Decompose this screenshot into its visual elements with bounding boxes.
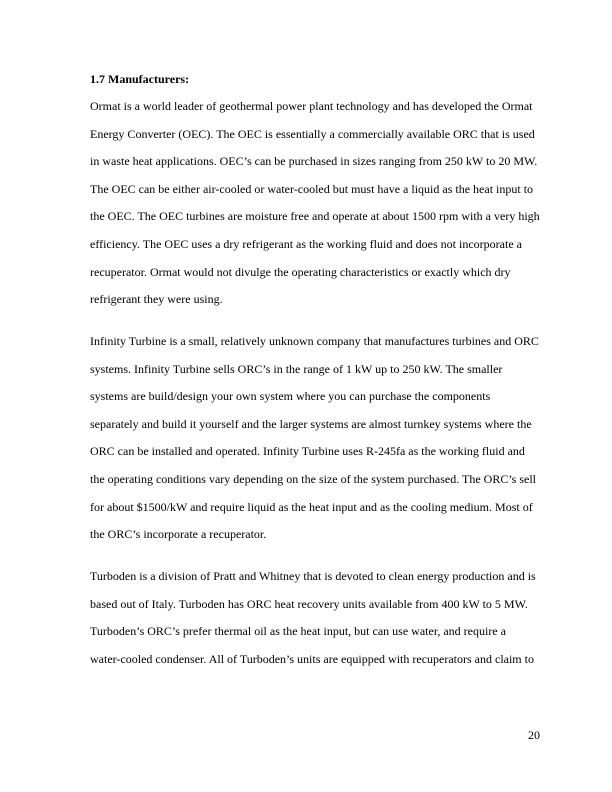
text-line: systems. Infinity Turbine sells ORC’s in the range of 1 kW up to 250 kW. The smaller bbox=[90, 361, 503, 376]
paragraph-turboden bbox=[90, 563, 550, 673]
text-line: Ormat is a world leader of geothermal power plant technology and has developed the Ormat bbox=[90, 99, 533, 113]
text-line: in waste heat applications. OEC’s can be purchased in sizes ranging from 250 kW to 20 MW. bbox=[90, 154, 538, 169]
text-line: efficiency. The OEC uses a dry refrigerant as the working fluid and does not incorporate a bbox=[90, 236, 522, 251]
paragraph-infinity-turbine bbox=[90, 328, 550, 549]
text-line: systems are build/design your own system where you can purchase the components bbox=[90, 389, 491, 404]
text-line: recuperator. Ormat would not divulge the operating characteristics or exactly which dry bbox=[90, 264, 511, 279]
paragraph-ormat bbox=[90, 93, 550, 314]
text-line: separately and build it yourself and the larger systems are almost turnkey systems where the bbox=[90, 416, 532, 431]
text-line: ORC can be installed and operated. Infinity Turbine uses R-245fa as the working fluid and bbox=[90, 444, 525, 459]
section-heading: 1.7 Manufacturers: bbox=[90, 72, 190, 86]
text-line: the OEC. The OEC turbines are moisture free and operate at about 1500 rpm with a very high bbox=[90, 209, 540, 224]
text-line: refrigerant they were using. bbox=[90, 292, 223, 307]
text-line: The OEC can be either air-cooled or water-cooled but must have a liquid as the heat input to bbox=[90, 181, 534, 196]
text-line: the operating conditions vary depending on the size of the system purchased. The ORC’s sell bbox=[90, 471, 537, 486]
text-line: based out of Italy. Turboden has ORC heat recovery units available from 400 kW to 5 MW. bbox=[90, 596, 528, 611]
text-line: for about $1500/kW and require liquid as the heat input and as the cooling medium. Most of bbox=[90, 499, 533, 514]
text-line: the ORC’s incorporate a recuperator. bbox=[90, 527, 267, 542]
page-number: 20 bbox=[528, 728, 540, 742]
text-line: water-cooled condenser. All of Turboden’s units are equipped with recuperators and claim to bbox=[90, 651, 534, 666]
text-line: Turboden is a division of Pratt and Whitney that is devoted to clean energy production and is bbox=[90, 569, 536, 583]
text-line: Energy Converter (OEC). The OEC is essentially a commercially available ORC that is used bbox=[90, 126, 535, 141]
text-line: Infinity Turbine is a small, relatively unknown company that manufactures turbines and ORC bbox=[90, 334, 539, 348]
text-line: Turboden’s ORC’s prefer thermal oil as the heat input, but can use water, and require a bbox=[90, 624, 506, 639]
